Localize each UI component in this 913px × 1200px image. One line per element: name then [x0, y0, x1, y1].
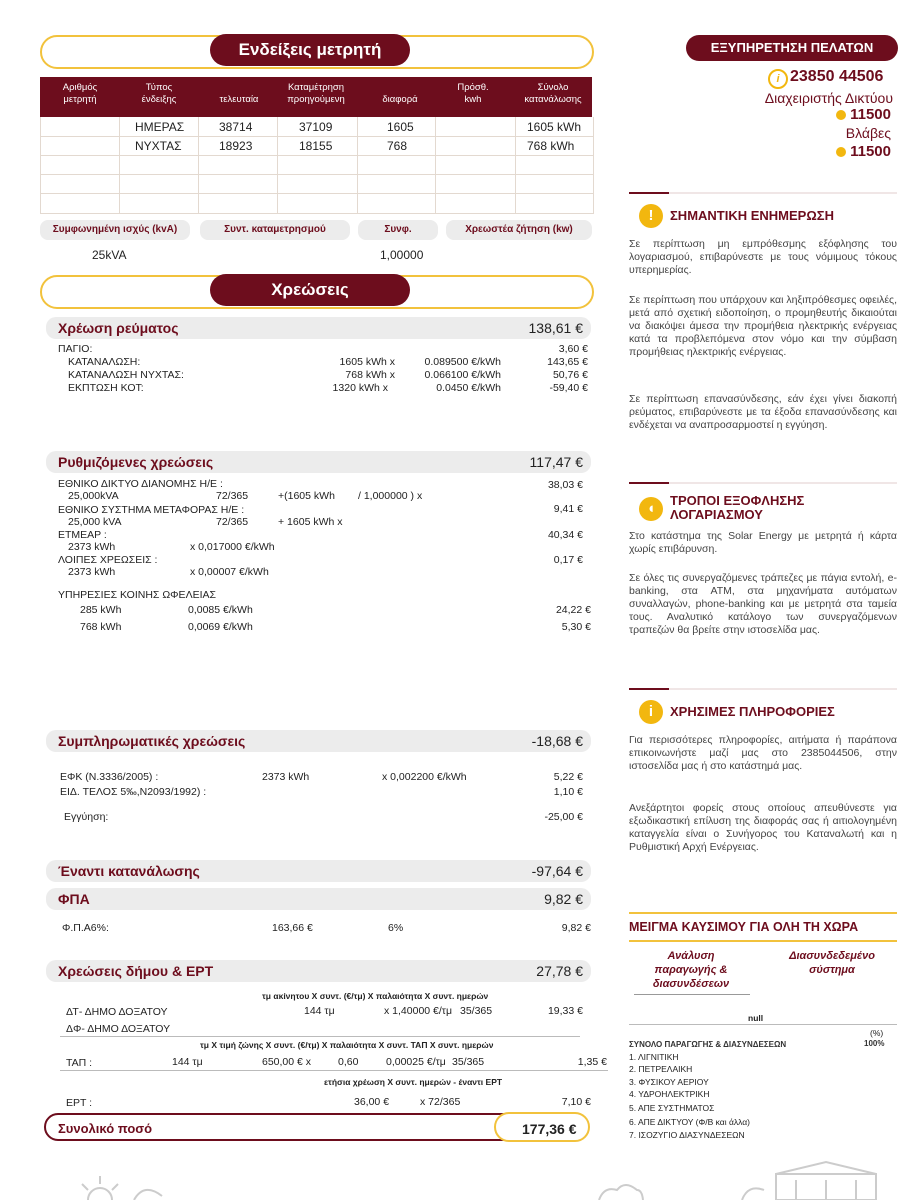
- efk-amount: 5,22 €: [553, 771, 583, 783]
- row-night-total: 768 kWh: [527, 139, 575, 153]
- meter-table-body: [40, 117, 594, 214]
- night-amount: 50,76 €: [552, 369, 588, 381]
- row-day-prev: 37109: [299, 120, 333, 134]
- payment-divider: [629, 482, 669, 484]
- fuel-mix-col1-underline: [634, 994, 750, 995]
- misc-total: -18,68 €: [531, 733, 583, 749]
- dt-amount: 19,33 €: [547, 1005, 583, 1017]
- efk-rate: x 0,002200 €/kWh: [382, 771, 467, 783]
- network-label: Διαχειριστής Δικτύου: [764, 90, 893, 106]
- etmear-amount: 40,34 €: [547, 529, 583, 541]
- fuel-item-4: 4. ΥΔΡΟΗΛΕΚΤΡΙΚΗ: [629, 1089, 710, 1099]
- grand-total-value: 177,36 €: [522, 1121, 577, 1137]
- sun-doodle-icon: [54, 1170, 164, 1200]
- row-day-last: 38714: [219, 120, 253, 134]
- yko-rate-1: 0,0085 €/kWh: [188, 604, 253, 616]
- misc-label: Συμπληρωματικές χρεώσεις: [58, 733, 246, 749]
- useful-p1: Για περισσότερες πληροφορίες, αιτήματα ή παράπονα επικοινωνήστε μαζί μας στο 2385044506, στην ιστοσελίδα μας ή στο κατάστημά μας.: [629, 734, 897, 772]
- info-icon: i: [768, 69, 788, 89]
- tap-label: ΤΑΠ :: [66, 1057, 93, 1069]
- other-label: ΛΟΙΠΕΣ ΧΡΕΩΣΕΙΣ :: [58, 554, 158, 566]
- efk-qty: 2373 kWh: [262, 771, 310, 783]
- tap-zone: 650,00 € x: [262, 1056, 312, 1068]
- discount-amount: -59,40 €: [549, 382, 588, 394]
- energy-label: Χρέωση ρεύματος: [58, 320, 179, 336]
- row-night-diff: 768: [387, 139, 408, 153]
- dist-divisor: / 1,000000 ) x: [358, 490, 423, 502]
- etmear-rate: x 0,017000 €/kWh: [190, 541, 275, 553]
- fuel-mix-total-pct: 100%: [864, 1039, 885, 1048]
- fuel-item-3: 3. ΦΥΣΙΚΟΥ ΑΕΡΙΟΥ: [629, 1077, 709, 1087]
- useful-divider: [629, 688, 669, 690]
- cloud-doodle-icon: [594, 1180, 644, 1200]
- trans-kwh: + 1605 kWh x: [278, 516, 343, 528]
- municipal-total: 27,78 €: [536, 963, 583, 979]
- important-title: ΣΗΜΑΝΤΙΚΗ ΕΝΗΜΕΡΩΣΗ: [670, 208, 834, 223]
- eid-label: ΕΙΔ. ΤΕΛΟΣ 5‰,Ν2093/1992) :: [60, 786, 207, 798]
- consumption-label: ΚΑΤΑΝΑΛΩΣΗ:: [68, 356, 141, 368]
- grand-total-label: Συνολικό ποσό: [58, 1121, 153, 1136]
- regulated-total: 117,47 €: [529, 454, 583, 470]
- consumption-amount: 143,65 €: [547, 356, 588, 368]
- row-day-type: ΗΜΕΡΑΣ: [135, 120, 185, 134]
- fuel-item-6: 6. ΑΠΕ ΔΙΚΤΥΟΥ (Φ/Β και άλλα): [629, 1117, 751, 1127]
- ert-label: ΕΡΤ :: [66, 1097, 93, 1109]
- vat-total: 9,82 €: [544, 891, 583, 907]
- important-p3: Σε περίπτωση επανασύνδεσης, εάν έχει γίνει διακοπή ρεύματος, επιβαρύνεστε με τα έξοδα επανασύνδεσης και ενδέχεται να αναπροσαρμοστεί η εγγύηση.: [629, 393, 897, 431]
- municipal-section: [46, 960, 591, 982]
- dt-label: ΔΤ- ΔΗΜΟ ΔΟΞΑΤΟΥ: [66, 1006, 168, 1018]
- payment-p2: Σε όλες τις συνεργαζόμενες τράπεζες με πάγια εντολή, e-banking, στα ATM, στα μηχανήματα αυτόματων συναλλαγών, phone-banking και με μετρητά στα ταμεία τους. Αναλυτικό κατάλογο των συνεργαζόμενων τραπεζών θα βρείτε στην ιστοσελίδα μας.: [629, 572, 897, 636]
- customer-phone: 23850 44506: [790, 68, 884, 85]
- advance-section: [46, 860, 591, 882]
- municipal-header-2: τμ Χ τιμή ζώνης Χ συντ. (€/τμ) Χ παλαιότητα Χ συντ. ΤΑΠ Χ συντ. ημερών: [200, 1040, 494, 1050]
- advance-label: Έναντι κατανάλωσης: [58, 863, 200, 879]
- header-type: Τύπος ένδειξης: [141, 82, 177, 105]
- night-qty: 768 kWh x: [345, 369, 395, 381]
- yko-amount-2: 5,30 €: [561, 621, 591, 633]
- dt-qty: 144 τμ: [304, 1005, 335, 1017]
- night-label: ΚΑΤΑΝΑΛΩΣΗ ΝΥΧΤΑΣ:: [68, 369, 184, 381]
- efk-label: ΕΦΚ (Ν.3336/2005) :: [60, 771, 159, 783]
- yko-amount-1: 24,22 €: [555, 604, 591, 616]
- useful-p2: Ανεξάρτητοι φορείς στους οποίους απευθύνεστε για εξωδικαστική επίλυση της διαφοράς σας ή αιτιολογημένη καταγγελία είναι ο Συνήγορος του Καταναλωτή και η Ρυθμιστική Αρχή Ενέργειας.: [629, 802, 897, 853]
- municipal-divider-2: [60, 1070, 608, 1071]
- phone-dot-icon: [836, 110, 846, 120]
- fuel-item-1: 1. ΛΙΓΝΙΤΙΚΗ: [629, 1052, 679, 1062]
- faults-label: Βλάβες: [845, 125, 891, 141]
- municipal-divider: [60, 1036, 580, 1037]
- fuel-item-7: 7. ΙΣΟΖΥΓΙΟ ΔΙΑΣΥΝΔΕΣΕΩΝ: [629, 1130, 745, 1140]
- fuel-mix-rule: [629, 1024, 897, 1025]
- trans-amount: 9,41 €: [553, 503, 583, 515]
- ert-days: x 72/365: [420, 1096, 461, 1108]
- important-divider: [629, 192, 669, 194]
- charges-title: Χρεώσεις: [210, 274, 410, 306]
- dt-rate: x 1,40000 €/τμ: [384, 1005, 452, 1017]
- faults-phone-value: 11500: [850, 143, 891, 160]
- df-label: ΔΦ- ΔΗΜΟ ΔΟΞΑΤΟΥ: [66, 1023, 171, 1035]
- payment-p1: Στο κατάστημα της Solar Energy με μετρητά ή κάρτα χωρίς επιβάρυνση.: [629, 530, 897, 555]
- important-divider-accent: [669, 192, 897, 194]
- meter-title: Ενδείξεις μετρητή: [210, 34, 410, 66]
- night-rate: 0.066100 €/kWh: [424, 369, 501, 381]
- vat-base: 163,66 €: [272, 922, 313, 934]
- fuel-item-5: 5. ΑΠΕ ΣΥΣΤΗΜΑΤΟΣ: [629, 1103, 715, 1113]
- vat-label: ΦΠΑ: [58, 891, 90, 907]
- meter-table-header: [40, 77, 592, 117]
- payment-title: ΤΡΟΠΟΙ ΕΞΟΦΛΗΣΗΣ ΛΟΓΑΡΙΑΣΜΟΥ: [670, 493, 805, 522]
- dist-days: 72/365: [216, 490, 249, 502]
- energy-section: [46, 317, 591, 339]
- discount-rate: 0.0450 €/kWh: [436, 382, 501, 394]
- trans-label: ΕΘΝΙΚΟ ΣΥΣΤΗΜΑ ΜΕΤΑΦΟΡΑΣ Η/Ε :: [58, 504, 245, 516]
- info-power-label: Συμφωνημένη ισχύς (kvA): [40, 220, 190, 240]
- important-p1: Σε περίπτωση μη εμπρόθεσμης εξόφλησης του λογαριασμού, επιβαρύνεστε με τους νόμιμους τόκους υπερημερίας.: [629, 238, 897, 276]
- row-night-type: ΝΥΧΤΑΣ: [135, 139, 182, 153]
- customer-service-banner: ΕΞΥΠΗΡΕΤΗΣΗ ΠΕΛΑΤΩΝ: [686, 35, 898, 61]
- other-amount: 0,17 €: [553, 554, 583, 566]
- fixed-amount: 3,60 €: [558, 343, 588, 355]
- yko-qty-1: 285 kWh: [80, 604, 122, 616]
- row-night-prev: 18155: [299, 139, 333, 153]
- header-previous: Καταμέτρηση προηγούμενη: [287, 82, 345, 105]
- consumption-qty: 1605 kWh x: [339, 356, 395, 368]
- regulated-section: [46, 451, 591, 473]
- dist-kva: 25,000kVA: [68, 490, 119, 502]
- row-day-diff: 1605: [387, 120, 414, 134]
- header-total: Σύνολο κατανάλωσης: [524, 82, 582, 105]
- building-doodle-icon: [740, 1158, 890, 1200]
- tap-rate: 0,00025 €/τμ: [386, 1056, 446, 1068]
- network-phone: [836, 106, 891, 123]
- info-cosphi-label: Συνφ.: [358, 220, 438, 240]
- fuel-mix-bottom-line: [629, 940, 897, 942]
- eid-amount: 1,10 €: [553, 786, 583, 798]
- fuel-mix-total-label: ΣΥΝΟΛΟ ΠΑΡΑΓΩΓΗΣ & ΔΙΑΣΥΝΔΕΣΕΩΝ: [629, 1040, 787, 1049]
- tap-coef: 0,60: [338, 1056, 359, 1068]
- vat-section: [46, 888, 591, 910]
- guarantee-label: Εγγύηση:: [64, 811, 109, 823]
- tap-amount: 1,35 €: [577, 1056, 607, 1068]
- warning-icon: !: [639, 204, 663, 228]
- misc-section: [46, 730, 591, 752]
- dist-kwh: +(1605 kWh: [278, 490, 335, 502]
- yko-qty-2: 768 kWh: [80, 621, 122, 633]
- power-value: 25kVA: [92, 248, 127, 262]
- fixed-label: ΠΑΓΙΟ:: [58, 343, 93, 355]
- header-diff: διαφορά: [382, 94, 418, 105]
- municipal-header-3: ετήσια χρέωση Χ συντ. ημερών - έναντι ΕΡΤ: [324, 1077, 503, 1087]
- faults-phone: [836, 143, 891, 160]
- yko-label: ΥΠΗΡΕΣΙΕΣ ΚΟΙΝΗΣ ΩΦΕΛΕΙΑΣ: [58, 589, 216, 601]
- consumption-rate: 0.089500 €/kWh: [424, 356, 501, 368]
- header-meter-no: Αριθμός μετρητή: [62, 82, 98, 105]
- fuel-mix-title: ΜΕΙΓΜΑ ΚΑΥΣΙΜΟΥ ΓΙΑ ΟΛΗ ΤΗ ΧΩΡΑ: [629, 920, 859, 934]
- fuel-mix-col1: Ανάλυση παραγωγής & διασυνδέσεων: [652, 950, 730, 990]
- energy-total: 138,61 €: [528, 320, 583, 336]
- discount-qty: 1320 kWh x: [332, 382, 388, 394]
- other-qty: 2373 kWh: [68, 566, 116, 578]
- cosphi-value: 1,00000: [380, 248, 424, 262]
- other-rate: x 0,00007 €/kWh: [190, 566, 269, 578]
- guarantee-amount: -25,00 €: [544, 811, 583, 823]
- ert-amount: 7,10 €: [561, 1096, 591, 1108]
- row-night-last: 18923: [219, 139, 253, 153]
- info-circle-icon: i: [639, 700, 663, 724]
- municipal-label: Χρεώσεις δήμου & ΕΡΤ: [58, 963, 214, 979]
- advance-total: -97,64 €: [531, 863, 583, 879]
- fuel-mix-top-line: [629, 912, 897, 914]
- tap-area: 144 τμ: [172, 1056, 203, 1068]
- vat-amount: 9,82 €: [561, 922, 591, 934]
- dt-days: 35/365: [460, 1005, 493, 1017]
- phone-dot-icon: [836, 147, 846, 157]
- discount-label: ΕΚΠΤΩΣΗ ΚΟΤ:: [68, 382, 144, 394]
- info-demand-label: Χρεωστέα ζήτηση (kw): [446, 220, 592, 240]
- vat-line-label: Φ.Π.Α6%:: [62, 922, 109, 934]
- header-last: τελευταία: [219, 94, 259, 105]
- tap-days: 35/365: [452, 1056, 485, 1068]
- trans-kva: 25,000 kVA: [68, 516, 122, 528]
- info-multiplier-label: Συντ. καταμετρησμού: [200, 220, 350, 240]
- important-p2: Σε περίπτωση που υπάρχουν και ληξιπρόθεσμες οφειλές, μετά από σχετική ειδοποίηση, ο προμηθευτής δικαιούται να διακόψει άμεσα την προμήθεια ηλεκτρικής ενέργειας κατά τα προβλεπόμενα στον νόμο και την σύμβαση προμήθειας ηλεκτρικής ενέργειας.: [629, 294, 897, 358]
- fuel-item-2: 2. ΠΕΤΡΕΛΑΙΚΗ: [629, 1064, 693, 1074]
- etmear-label: ΕΤΜΕΑΡ :: [58, 529, 107, 541]
- fuel-mix-col2: Διασυνδεδεμένο σύστημα: [789, 950, 875, 976]
- fuel-mix-null: null: [748, 1013, 764, 1023]
- coin-icon: ◖: [639, 497, 663, 521]
- regulated-label: Ρυθμιζόμενες χρεώσεις: [58, 454, 214, 470]
- useful-divider-accent: [669, 688, 897, 690]
- ert-annual: 36,00 €: [354, 1096, 390, 1108]
- fuel-mix-pct-header: (%): [870, 1028, 884, 1038]
- row-day-total: 1605 kWh: [527, 120, 582, 134]
- header-add-kwh: Πρόσθ. kwh: [457, 82, 489, 105]
- useful-title: ΧΡΗΣΙΜΕΣ ΠΛΗΡΟΦΟΡΙΕΣ: [670, 704, 835, 719]
- etmear-qty: 2373 kWh: [68, 541, 116, 553]
- dist-label: ΕΘΝΙΚΟ ΔΙΚΤΥΟ ΔΙΑΝΟΜΗΣ Η/Ε :: [58, 478, 223, 490]
- dist-amount: 38,03 €: [547, 479, 583, 491]
- network-phone-value: 11500: [850, 106, 891, 123]
- payment-divider-accent: [669, 482, 897, 484]
- trans-days: 72/365: [216, 516, 249, 528]
- yko-rate-2: 0,0069 €/kWh: [188, 621, 253, 633]
- vat-pct: 6%: [388, 922, 404, 934]
- municipal-header-1: τμ ακίνητου Χ συντ. (€/τμ) Χ παλαιότητα Χ συντ. ημερών: [262, 991, 489, 1001]
